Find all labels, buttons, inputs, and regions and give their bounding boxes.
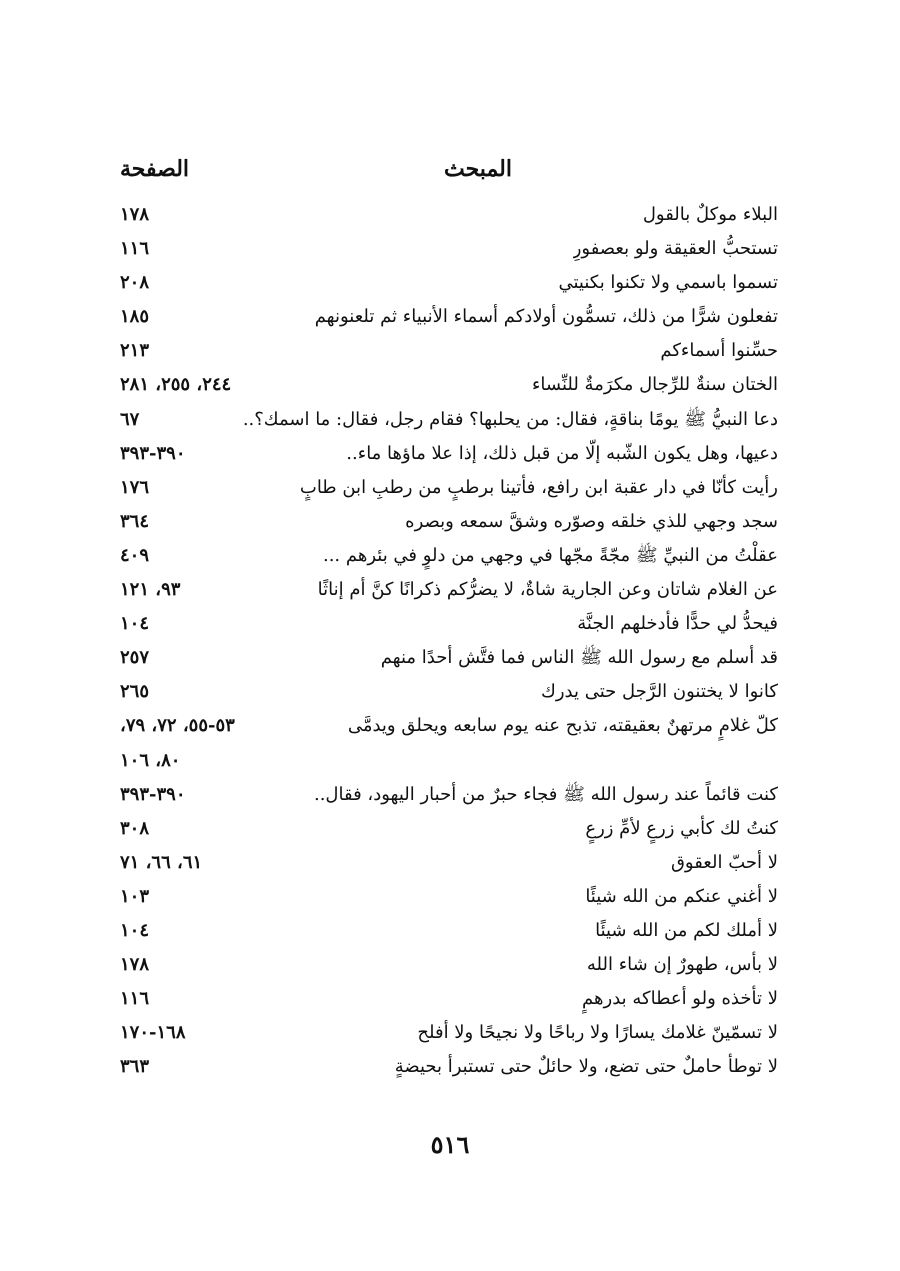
- entry-pages: ١٠٤: [120, 919, 150, 941]
- index-entry: [120, 232, 778, 266]
- entry-pages: ٢٦٥: [120, 681, 150, 703]
- index-entry: [120, 334, 778, 368]
- index-entry: [120, 675, 778, 709]
- entry-text: لا توطأ حاملٌ حتى تضع، ولا حائلٌ حتى تستبرأ بحيضةٍ: [394, 1056, 778, 1078]
- entry-pages: ١١٦: [120, 988, 150, 1010]
- entry-pages: ١٠٣: [120, 885, 150, 907]
- index-entry: [120, 266, 778, 300]
- entry-pages: ١٨٥: [120, 306, 150, 328]
- entry-text: لا أحبّ العقوق: [670, 851, 778, 873]
- entry-text: البلاء موكلٌ بالقول: [642, 204, 778, 225]
- entry-text: دعا النبيُّ ﷺ يومًا بناقةٍ، فقال: من يحلبها؟ فقام رجل، فقال: ما اسمك؟..: [242, 408, 778, 430]
- entry-pages: ٣٦٣: [120, 1056, 150, 1078]
- entry-text: لا تأخذه ولو أعطاكه بدرهمٍ: [582, 988, 778, 1010]
- entry-pages: ٨٠، ١٠٦: [120, 749, 181, 771]
- entry-pages: ١٧٦: [120, 476, 150, 498]
- page-number: ٥١٦: [430, 1130, 470, 1159]
- entry-text: لا أغني عنكم من الله شيئًا: [585, 885, 778, 907]
- entry-pages: ١٧٨: [120, 954, 150, 976]
- index-entry: [120, 505, 778, 539]
- entry-text: قد أسلم مع رسول الله ﷺ الناس فما فتَّش أحدًا منهم: [380, 647, 778, 669]
- entry-pages: ١١٦: [120, 238, 150, 260]
- index-entry: [120, 471, 778, 505]
- entry-text: حسِّنوا أسماءكم: [660, 340, 778, 362]
- index-entry: [120, 368, 778, 402]
- index-entry: [120, 880, 778, 914]
- index-entry: [120, 982, 778, 1016]
- index-entry: [120, 914, 778, 948]
- entry-text: تستحبُّ العقيقة ولو بعصفورِ: [572, 238, 778, 260]
- index-entry: [120, 948, 778, 982]
- entry-text: تسموا باسمي ولا تكنوا بكنيتي: [558, 272, 778, 294]
- entry-pages: ٩٣، ١٢١: [120, 579, 181, 601]
- entry-text: سجد وجهي للذي خلقه وصوّره وشقَّ سمعه وبصره: [405, 510, 778, 532]
- entry-pages: ٣٠٨: [120, 817, 150, 839]
- entry-text: عقلْتُ من النبيِّ ﷺ مجّةً مجّها في وجهي من دلوٍ في بئرهم ...: [322, 544, 778, 566]
- index-entry: [120, 198, 778, 232]
- index-entry: [120, 778, 778, 812]
- entry-text: كنتُ لك كأبي زرعٍ لأمِّ زرعٍ: [585, 817, 778, 839]
- table-header: [120, 156, 778, 192]
- index-entry: [120, 812, 778, 846]
- index-entries: [120, 198, 778, 1084]
- index-entry: [120, 437, 778, 471]
- entry-pages: ٤٠٩: [120, 544, 150, 566]
- entry-pages: ٢٤٤، ٢٥٥، ٢٨١: [120, 374, 232, 396]
- entry-text: رأيت كأنّا في دار عقبة ابن رافع، فأتينا برطبٍ من رطبِ ابن طابٍ: [299, 476, 778, 498]
- entry-text: كانوا لا يختنون الرَّجل حتى يدرك: [541, 681, 778, 703]
- index-entry: [120, 744, 778, 778]
- index-entry: [120, 300, 778, 334]
- entry-pages: ٦٧: [120, 408, 140, 430]
- index-entry: [120, 641, 778, 675]
- entry-text: لا تسمّينّ غلامك يسارًا ولا رباحًا ولا نجيحًا ولا أفلح: [417, 1022, 778, 1044]
- index-entry: [120, 539, 778, 573]
- entry-pages: ٣٩٠-٣٩٣: [120, 442, 186, 464]
- entry-pages: ١٠٤: [120, 613, 150, 635]
- entry-text: دعيها، وهل يكون الشّبه إلّا من قبل ذلك، إذا علا ماؤها ماء..: [346, 442, 778, 464]
- entry-pages: ١٧٨: [120, 204, 150, 225]
- entry-pages: ٥٣-٥٥، ٧٢، ٧٩،: [120, 715, 235, 737]
- entry-text: تفعلون شرًّا من ذلك، تسمُّون أولادكم أسماء الأنبياء ثم تلعنونهم: [314, 306, 778, 328]
- index-entry: [120, 1050, 778, 1084]
- index-entry: [120, 1016, 778, 1050]
- entry-text: لا أملك لكم من الله شيئًا: [595, 919, 778, 941]
- entry-text: فيحدُّ لي حدًّا فأدخلهم الجنَّة: [577, 613, 778, 635]
- entry-pages: ١٦٨-١٧٠: [120, 1022, 186, 1044]
- entry-pages: ٦١، ٦٦، ٧١: [120, 851, 203, 873]
- index-entry: [120, 846, 778, 880]
- index-entry: [120, 607, 778, 641]
- page-column-heading: الصفحة: [120, 156, 190, 182]
- topic-column-heading: المبحث: [444, 156, 512, 182]
- entry-text: عن الغلام شاتان وعن الجارية شاةٌ، لا يضرُّكم ذكرانًا كنَّ أم إناثًا: [317, 579, 778, 601]
- entry-pages: ٣٩٠-٣٩٣: [120, 783, 186, 805]
- entry-pages: ٢٠٨: [120, 272, 150, 294]
- entry-text: الختان سنةٌ للرِّجال مكرَمةٌ للنِّساء: [531, 374, 778, 396]
- entry-text: كنت قائماً عند رسول الله ﷺ فجاء حبرٌ من أحبار اليهود، فقال..: [313, 783, 778, 805]
- entry-pages: ٢٥٧: [120, 647, 150, 669]
- index-entry: [120, 709, 778, 743]
- entry-pages: ٢١٣: [120, 340, 150, 362]
- index-entry: [120, 573, 778, 607]
- entry-pages: ٣٦٤: [120, 510, 150, 532]
- entry-text: كلّ غلامٍ مرتهنٌ بعقيقته، تذبح عنه يوم سابعه ويحلق ويدمَّى: [347, 715, 778, 737]
- entry-text: لا بأس، طهورٌ إن شاء الله: [586, 954, 778, 976]
- index-entry: [120, 403, 778, 437]
